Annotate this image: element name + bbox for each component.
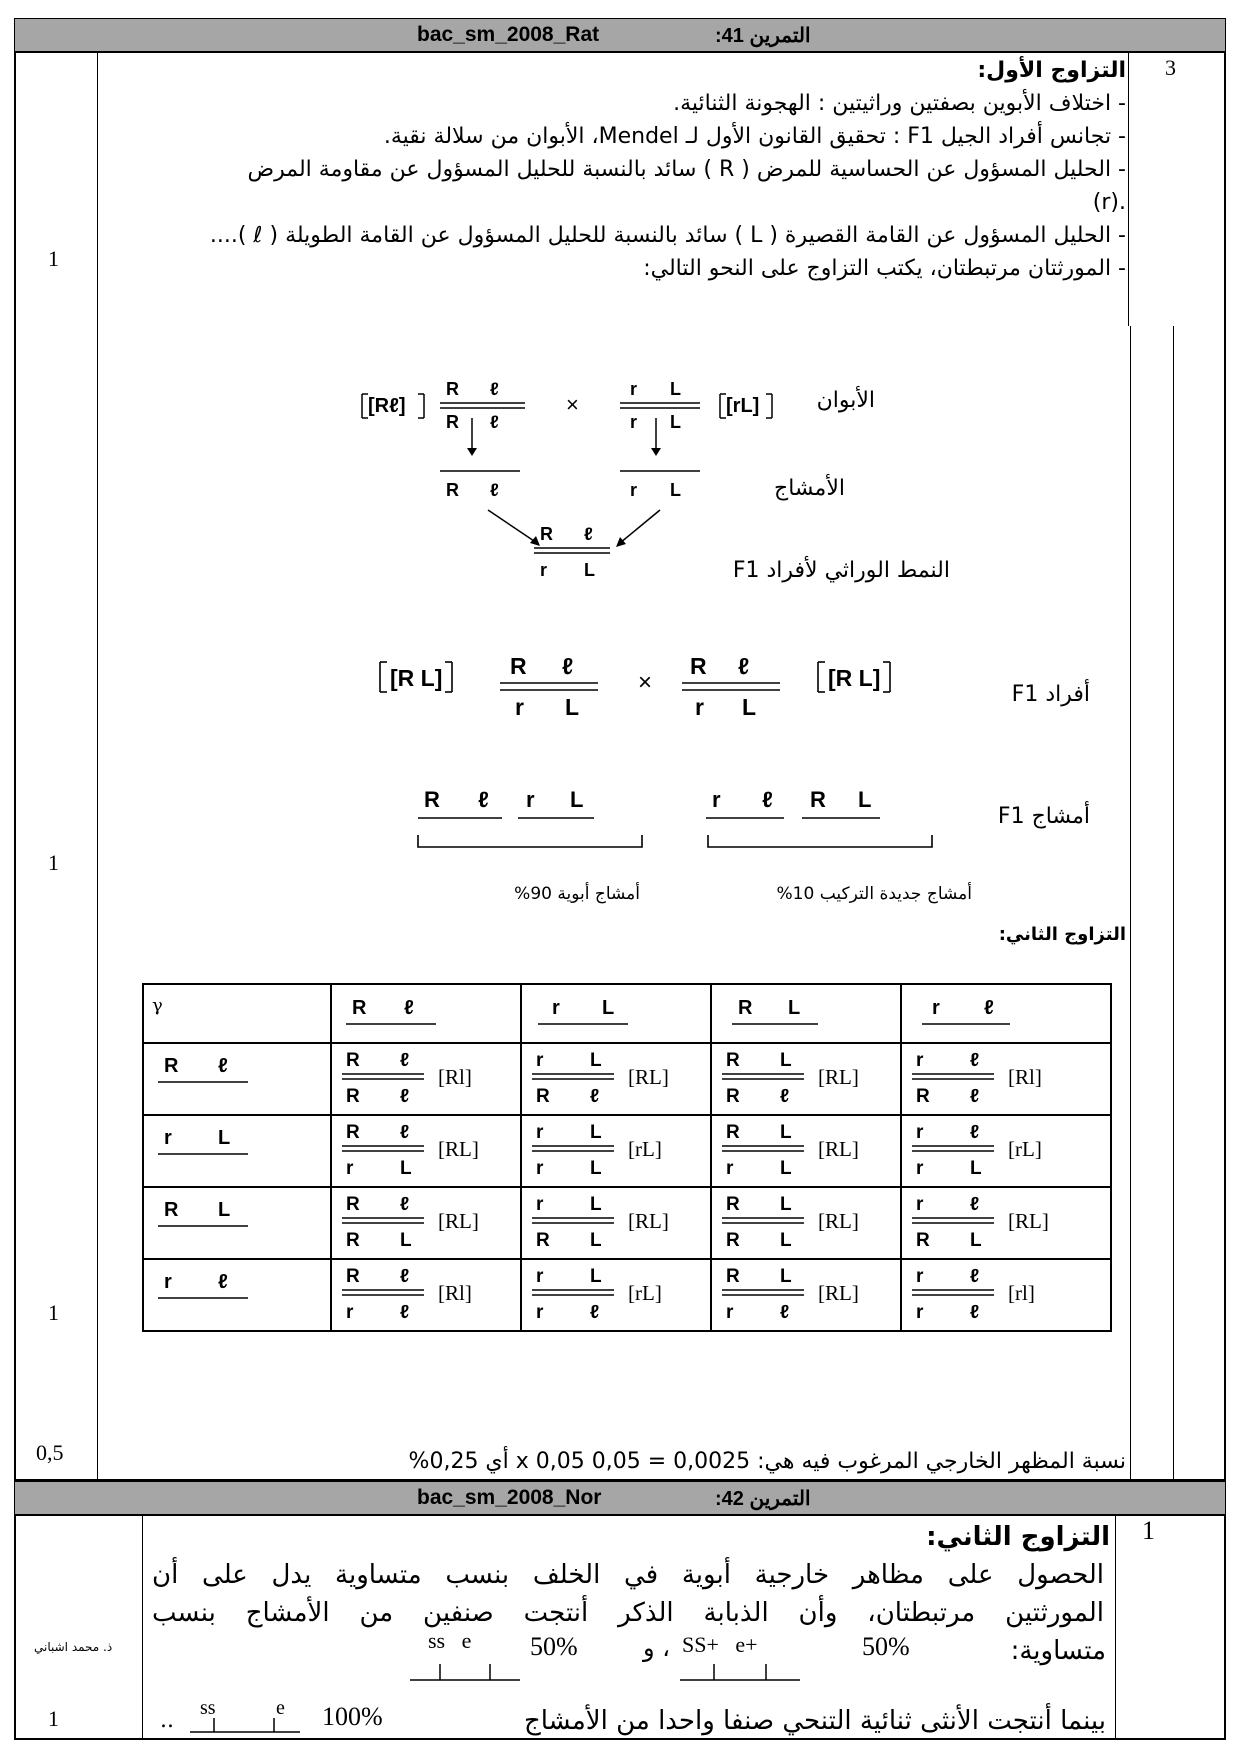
allele: R bbox=[446, 379, 459, 399]
svg-text:R: R bbox=[346, 1122, 360, 1143]
svg-text:ℓ: ℓ bbox=[970, 1194, 980, 1215]
svg-text:r: r bbox=[916, 1158, 924, 1179]
svg-text:R: R bbox=[346, 1050, 360, 1071]
allele: r bbox=[526, 787, 535, 812]
svg-text:R: R bbox=[726, 1266, 740, 1287]
gamete-header bbox=[521, 984, 711, 1043]
genotype-cell bbox=[901, 1259, 1111, 1331]
exercise-code: bac_sm_2008_Rat bbox=[417, 23, 600, 46]
f1-gametes-diagram bbox=[410, 785, 950, 895]
allele: ℓ bbox=[562, 653, 574, 679]
svg-text:R: R bbox=[164, 1199, 179, 1221]
phenotype-label: [RL] bbox=[1008, 1209, 1049, 1233]
svg-text:r: r bbox=[536, 1158, 544, 1179]
svg-text:L: L bbox=[590, 1158, 602, 1179]
table-header-row bbox=[143, 984, 1111, 1043]
svg-text:R: R bbox=[726, 1122, 740, 1143]
section-heading: التزاوج الثاني: bbox=[926, 1522, 1110, 1552]
table-row bbox=[143, 1187, 1111, 1259]
phenotype-label: [rL] bbox=[1008, 1137, 1042, 1161]
svg-text:r: r bbox=[726, 1302, 734, 1323]
svg-text:ℓ: ℓ bbox=[780, 1086, 790, 1107]
svg-text:L: L bbox=[780, 1050, 792, 1071]
pct-100: 100% bbox=[322, 1702, 383, 1731]
allele: L bbox=[670, 412, 681, 432]
phenotype-label: [RL] bbox=[818, 1065, 859, 1089]
svg-text:L: L bbox=[788, 996, 801, 1019]
svg-text:ℓ: ℓ bbox=[218, 1055, 228, 1077]
svg-text:ℓ: ℓ bbox=[400, 1122, 410, 1143]
exercise-41-header bbox=[14, 18, 1226, 52]
gamete-table bbox=[142, 983, 1112, 1332]
genotype-cell bbox=[521, 1043, 711, 1115]
phenotype-label: [RL] bbox=[438, 1137, 479, 1161]
gametes-label: الأمشاج bbox=[774, 476, 845, 501]
svg-text:ℓ: ℓ bbox=[970, 1050, 980, 1071]
svg-text:R: R bbox=[346, 1266, 360, 1287]
svg-text:L: L bbox=[780, 1266, 792, 1287]
svg-text:r: r bbox=[726, 1158, 734, 1179]
allele: ℓ bbox=[478, 787, 489, 812]
gamete-header bbox=[331, 984, 521, 1043]
parent2-phenotype: [rL] bbox=[726, 395, 760, 417]
allele: R bbox=[446, 412, 459, 432]
phenotype-label: [rL] bbox=[628, 1137, 662, 1161]
svg-text:L: L bbox=[218, 1127, 231, 1149]
score: 1 bbox=[48, 246, 59, 271]
phenotype-label: [Rl] bbox=[1008, 1065, 1042, 1089]
genotype-cell bbox=[711, 1187, 901, 1259]
question-number: 3 bbox=[1165, 55, 1176, 80]
svg-text:r: r bbox=[536, 1194, 544, 1215]
svg-text:e: e bbox=[276, 1700, 285, 1719]
genotype-cell bbox=[711, 1043, 901, 1115]
author: ذ. محمد اشباني bbox=[34, 1640, 113, 1654]
phenotype-label: [RL] bbox=[818, 1209, 859, 1233]
genotype-cell bbox=[521, 1187, 711, 1259]
svg-text:L: L bbox=[400, 1158, 412, 1179]
genotype-cell bbox=[331, 1187, 521, 1259]
svg-text:L: L bbox=[218, 1199, 231, 1221]
f1-phenotype: [R L] bbox=[390, 665, 443, 691]
f1-genotype-label: النمط الوراثي لأفراد F1 bbox=[732, 558, 950, 583]
svg-text:ℓ: ℓ bbox=[984, 996, 994, 1019]
allele: ℓ bbox=[490, 379, 499, 399]
svg-text:ℓ: ℓ bbox=[400, 1086, 410, 1107]
svg-text:ℓ: ℓ bbox=[590, 1302, 600, 1323]
phenotype-label: [RL] bbox=[438, 1209, 479, 1233]
svg-text:L: L bbox=[780, 1122, 792, 1143]
svg-text:ℓ: ℓ bbox=[970, 1086, 980, 1107]
svg-text:ℓ: ℓ bbox=[400, 1194, 410, 1215]
svg-text:ℓ: ℓ bbox=[970, 1122, 980, 1143]
table-row bbox=[143, 1259, 1111, 1331]
exercise-label: التمرين 41: bbox=[715, 25, 811, 47]
allele: L bbox=[670, 480, 681, 500]
table-corner: γ bbox=[143, 984, 331, 1043]
svg-text:ss: ss bbox=[200, 1700, 216, 1719]
parent1-phenotype: [Rℓ] bbox=[368, 395, 406, 417]
score: 1 bbox=[48, 1300, 59, 1325]
phenotype-label: [Rl] bbox=[438, 1281, 472, 1305]
allele: ℓ bbox=[490, 480, 499, 500]
section-heading: التزاوج الثاني: bbox=[998, 924, 1126, 945]
svg-text:R: R bbox=[536, 1230, 550, 1251]
genotype-cell bbox=[901, 1187, 1111, 1259]
svg-text:ℓ: ℓ bbox=[404, 996, 414, 1019]
genotype-cell bbox=[331, 1115, 521, 1187]
allele: ℓ bbox=[584, 524, 593, 544]
and-separator: ، و bbox=[643, 1634, 670, 1662]
svg-text:ℓ: ℓ bbox=[218, 1271, 228, 1293]
svg-text:r: r bbox=[536, 1266, 544, 1287]
allele: L bbox=[570, 787, 584, 812]
svg-text:ℓ: ℓ bbox=[970, 1266, 980, 1287]
conclusion: نسبة المظهر الخارجي المرغوب فيه هي: 0,0025 = 0,05 x 0,05 أي 0,25% bbox=[408, 1449, 1126, 1474]
genotype-cell bbox=[521, 1259, 711, 1331]
svg-text:ℓ: ℓ bbox=[780, 1302, 790, 1323]
svg-text:L: L bbox=[780, 1194, 792, 1215]
gamete-header bbox=[711, 984, 901, 1043]
phenotype-label: [RL] bbox=[818, 1137, 859, 1161]
cross-symbol: × bbox=[566, 392, 579, 417]
svg-text:L: L bbox=[602, 996, 615, 1019]
genotype-cell bbox=[901, 1043, 1111, 1115]
svg-text:r: r bbox=[164, 1127, 172, 1149]
exercise-code: bac_sm_2008_Nor bbox=[417, 1486, 602, 1509]
phenotype-label: [RL] bbox=[628, 1065, 669, 1089]
svg-text:ℓ: ℓ bbox=[400, 1266, 410, 1287]
svg-text:r: r bbox=[346, 1158, 354, 1179]
table-row bbox=[143, 1043, 1111, 1115]
allele: R bbox=[424, 787, 440, 812]
table-row bbox=[143, 1115, 1111, 1187]
gamete-header bbox=[901, 984, 1111, 1043]
gamete-line bbox=[190, 1700, 310, 1736]
allele: L bbox=[565, 694, 580, 720]
text-line: - اختلاف الأبوين بصفتين وراثيتين : الهجونة الثنائية. bbox=[673, 91, 1126, 116]
svg-text:R: R bbox=[352, 996, 367, 1019]
parental-gametes-label: أمشاج أبوية 90% bbox=[514, 884, 640, 904]
recombinant-gametes-label: أمشاج جديدة التركيب 10% bbox=[776, 884, 972, 904]
cross-symbol: × bbox=[638, 669, 653, 696]
svg-text:ℓ: ℓ bbox=[400, 1302, 410, 1323]
svg-text:L: L bbox=[970, 1230, 982, 1251]
gamete-ss: ss e bbox=[428, 1628, 472, 1653]
phenotype-label: [RL] bbox=[818, 1281, 859, 1305]
gamete-ss-plus: SS+ e+ bbox=[682, 1632, 758, 1657]
svg-text:L: L bbox=[590, 1230, 602, 1251]
svg-text:r: r bbox=[916, 1302, 924, 1323]
genotype-cell bbox=[711, 1259, 901, 1331]
gamete-row-header bbox=[143, 1187, 331, 1259]
exercise-42-header bbox=[14, 1481, 1226, 1515]
gamete-row-header bbox=[143, 1043, 331, 1115]
allele: R bbox=[510, 653, 527, 679]
genotype-cell bbox=[331, 1259, 521, 1331]
svg-text:r: r bbox=[932, 996, 940, 1019]
score: 1 bbox=[48, 850, 59, 875]
phenotype-label: [rl] bbox=[1008, 1281, 1035, 1305]
svg-text:r: r bbox=[536, 1050, 544, 1071]
allele: R bbox=[690, 653, 707, 679]
phenotype-label: [rL] bbox=[628, 1281, 662, 1305]
svg-text:L: L bbox=[400, 1230, 412, 1251]
allele: r bbox=[515, 694, 524, 720]
pct-50: 50% bbox=[862, 1632, 910, 1661]
text-line: - المورثتان مرتبطتان، يكتب التزاوج على النحو التالي: bbox=[643, 256, 1126, 281]
text-line: المورثتين مرتبطتان، وأن الذبابة الذكر أنتجت صنفين من الأمشاج بنسب bbox=[152, 1598, 1104, 1628]
svg-text:R: R bbox=[346, 1230, 360, 1251]
text-line: بينما أنتجت الأنثى ثنائية التنحي صنفا واحدا من الأمشاج bbox=[523, 1706, 1106, 1736]
text-line: الحصول على مظاهر خارجية أبوية في الخلف بنسب متساوية يدل على أن bbox=[152, 1560, 1104, 1590]
svg-text:R: R bbox=[726, 1230, 740, 1251]
allele: ℓ bbox=[762, 787, 773, 812]
svg-text:L: L bbox=[590, 1050, 602, 1071]
svg-text:r: r bbox=[164, 1271, 172, 1293]
allele: L bbox=[742, 694, 757, 720]
allele: ℓ bbox=[490, 412, 499, 432]
allele: r bbox=[712, 787, 721, 812]
svg-text:R: R bbox=[726, 1050, 740, 1071]
genotype-cell bbox=[901, 1115, 1111, 1187]
text-line: - تجانس أفراد الجيل F1 : تحقيق القانون الأول لـ Mendel، الأبوان من سلالة نقية. bbox=[383, 124, 1126, 149]
svg-text:R: R bbox=[726, 1194, 740, 1215]
f1-gametes-label: أمشاج F1 bbox=[997, 804, 1090, 829]
allele: ℓ bbox=[738, 653, 750, 679]
genotype-cell bbox=[711, 1115, 901, 1187]
pct-50: 50% bbox=[530, 1632, 578, 1661]
svg-text:R: R bbox=[346, 1194, 360, 1215]
text-line: - الحليل المسؤول عن الحساسية للمرض ( R ) سائد بالنسبة للحليل المسؤول عن مقاومة المرض bbox=[247, 157, 1126, 182]
question-number: 1 bbox=[1142, 1516, 1155, 1545]
allele: r bbox=[630, 379, 638, 399]
allele: R bbox=[446, 480, 459, 500]
score: 1 bbox=[48, 1706, 59, 1731]
text-line: - الحليل المسؤول عن القامة القصيرة ( L ) سائد بالنسبة للحليل المسؤول عن القامة الطويلة ( ℓ ).... bbox=[209, 223, 1126, 248]
allele: L bbox=[584, 560, 595, 580]
svg-text:L: L bbox=[590, 1266, 602, 1287]
svg-text:ℓ: ℓ bbox=[590, 1086, 600, 1107]
svg-text:r: r bbox=[552, 996, 560, 1019]
svg-text:r: r bbox=[916, 1194, 924, 1215]
svg-text:R: R bbox=[916, 1086, 930, 1107]
gamete-line bbox=[410, 1660, 520, 1684]
exercise-label: التمرين 42: bbox=[715, 1488, 811, 1510]
gamete-line bbox=[680, 1660, 800, 1684]
score: 0,5 bbox=[36, 1440, 64, 1465]
svg-text:R: R bbox=[164, 1055, 179, 1077]
svg-text:r: r bbox=[916, 1266, 924, 1287]
allele: L bbox=[858, 787, 872, 812]
allele: R bbox=[540, 524, 553, 544]
svg-text:R: R bbox=[726, 1086, 740, 1107]
f1-phenotype: [R L] bbox=[828, 665, 881, 691]
gamete-row-header bbox=[143, 1115, 331, 1187]
svg-text:L: L bbox=[590, 1122, 602, 1143]
phenotype-label: [Rl] bbox=[438, 1065, 472, 1089]
second-cross-diagram bbox=[370, 650, 950, 800]
svg-text:L: L bbox=[970, 1158, 982, 1179]
svg-text:r: r bbox=[536, 1122, 544, 1143]
svg-text:ℓ: ℓ bbox=[970, 1302, 980, 1323]
svg-text:ℓ: ℓ bbox=[400, 1050, 410, 1071]
genotype-cell bbox=[331, 1043, 521, 1115]
text-line: (r). bbox=[1092, 190, 1126, 215]
text-line: متساوية: bbox=[1010, 1636, 1106, 1666]
section-heading: التزاوج الأول: bbox=[977, 58, 1126, 83]
svg-text:r: r bbox=[346, 1302, 354, 1323]
parents-label: الأبوان bbox=[816, 388, 875, 413]
f1-individuals-label: أفراد F1 bbox=[1011, 682, 1090, 707]
allele: r bbox=[695, 694, 704, 720]
genotype-cell bbox=[521, 1115, 711, 1187]
svg-text:r: r bbox=[536, 1302, 544, 1323]
svg-text:L: L bbox=[590, 1194, 602, 1215]
svg-text:r: r bbox=[916, 1122, 924, 1143]
allele: L bbox=[670, 379, 681, 399]
svg-text:R: R bbox=[738, 996, 753, 1019]
phenotype-label: [RL] bbox=[628, 1209, 669, 1233]
svg-text:L: L bbox=[780, 1158, 792, 1179]
svg-text:R: R bbox=[346, 1086, 360, 1107]
svg-text:r: r bbox=[916, 1050, 924, 1071]
allele: R bbox=[810, 787, 826, 812]
allele: r bbox=[630, 412, 638, 432]
allele: r bbox=[630, 480, 638, 500]
svg-text:R: R bbox=[916, 1230, 930, 1251]
svg-text:R: R bbox=[536, 1086, 550, 1107]
dots: .. bbox=[160, 1708, 174, 1733]
svg-text:L: L bbox=[780, 1230, 792, 1251]
allele: r bbox=[540, 560, 548, 580]
gamete-row-header bbox=[143, 1259, 331, 1331]
